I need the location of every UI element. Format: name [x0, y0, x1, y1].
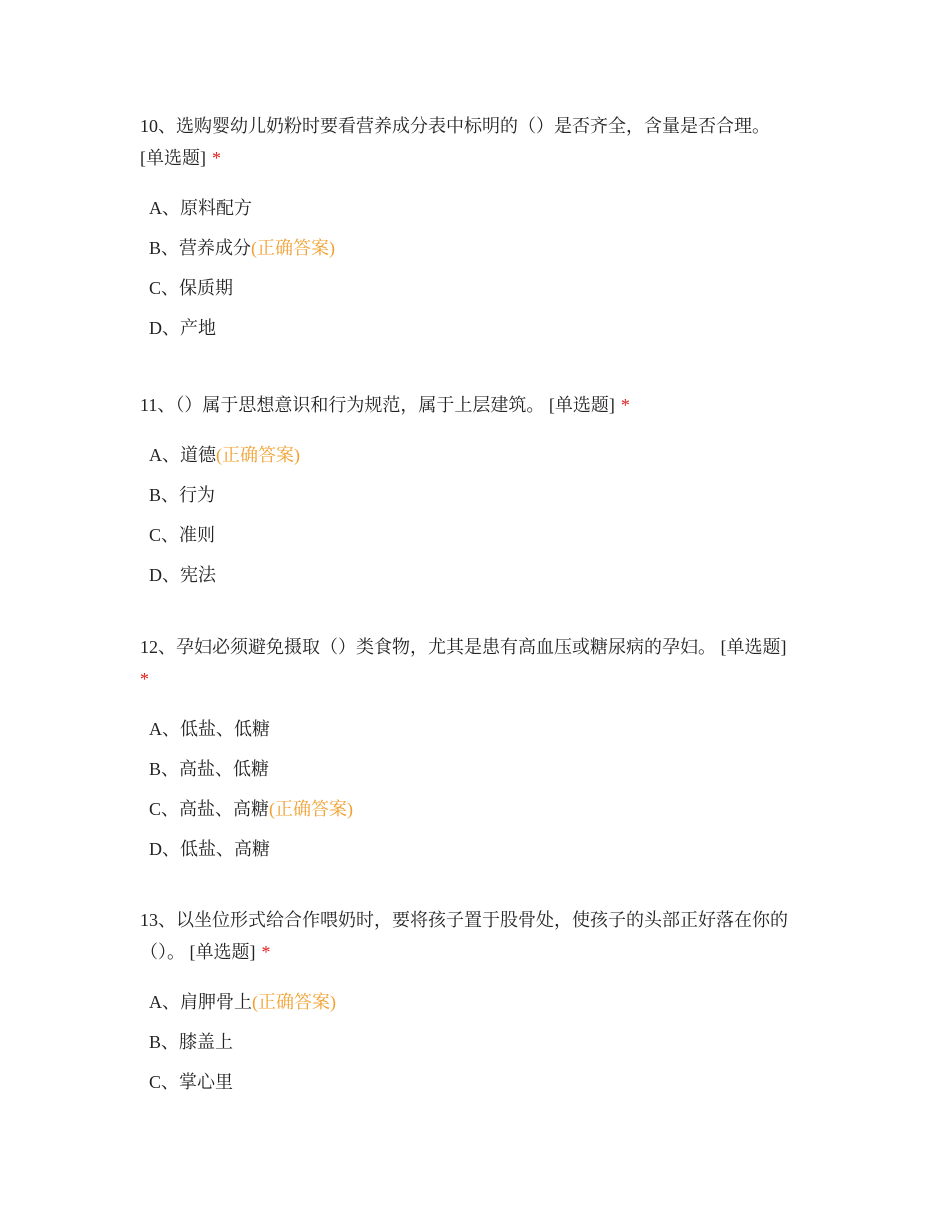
question-type-tag: [单选题] — [548, 395, 615, 415]
option-letter: A、 — [149, 445, 180, 465]
question-stem — [140, 631, 820, 695]
question-11 — [140, 389, 820, 595]
option-letter: B、 — [149, 759, 180, 779]
option-a — [149, 435, 820, 475]
option-text: 低盐、高糖 — [180, 839, 270, 859]
required-mark: * — [261, 942, 271, 962]
option-b — [149, 749, 820, 789]
question-text: 13、以坐位形式给合作喂奶时，要将孩子置于股骨处，使孩子的头部正好落在你的（）。 — [140, 910, 788, 962]
option-text: 产地 — [180, 318, 216, 338]
option-list — [140, 435, 820, 595]
option-list — [140, 188, 820, 348]
correct-answer-mark: (正确答案) — [252, 992, 336, 1012]
question-stem — [140, 389, 820, 421]
option-text: 原料配方 — [180, 198, 252, 218]
option-list — [140, 709, 820, 869]
option-d — [149, 829, 820, 869]
option-text: 低盐、低糖 — [180, 719, 270, 739]
option-letter: C、 — [149, 525, 180, 545]
option-letter: A、 — [149, 992, 180, 1012]
option-letter: B、 — [149, 238, 180, 258]
question-stem — [140, 110, 820, 174]
required-mark: * — [212, 148, 221, 168]
option-letter: B、 — [149, 1032, 180, 1052]
option-letter: C、 — [149, 1072, 180, 1092]
required-mark: * — [140, 669, 149, 689]
option-letter: C、 — [149, 799, 180, 819]
option-text: 掌心里 — [179, 1072, 234, 1092]
correct-answer-mark: (正确答案) — [216, 445, 300, 465]
question-type-tag: [单选题] — [189, 942, 256, 962]
option-d — [149, 308, 820, 348]
option-c — [149, 789, 820, 829]
question-text: 12、孕妇必须避免摄取（）类食物，尤其是患有高血压或糖尿病的孕妇。 — [140, 637, 716, 657]
option-letter: A、 — [149, 198, 180, 218]
option-list — [140, 982, 820, 1102]
option-text: 保质期 — [179, 278, 234, 298]
option-text: 准则 — [179, 525, 216, 545]
question-stem — [140, 904, 820, 968]
question-type-tag: [单选题] — [720, 637, 787, 657]
question-text: 11、（）属于思想意识和行为规范，属于上层建筑。 — [140, 395, 545, 415]
option-text: 道德 — [180, 445, 216, 465]
option-b — [149, 1022, 820, 1062]
option-text: 高盐、高糖 — [179, 799, 270, 819]
option-letter: D、 — [149, 565, 180, 585]
option-letter: A、 — [149, 719, 180, 739]
option-letter: C、 — [149, 278, 180, 298]
option-text: 高盐、低糖 — [179, 759, 270, 779]
question-13 — [140, 904, 820, 1102]
option-b — [149, 228, 820, 268]
required-mark: * — [620, 395, 630, 415]
option-text: 营养成分 — [179, 238, 252, 258]
question-text: 10、选购婴幼儿奶粉时要看营养成分表中标明的（）是否齐全，含量是否合理。 — [140, 116, 770, 136]
option-a — [149, 982, 820, 1022]
option-text: 肩胛骨上 — [180, 992, 252, 1012]
question-type-tag: [单选题] — [140, 148, 206, 168]
option-letter: D、 — [149, 839, 180, 859]
option-text: 膝盖上 — [179, 1032, 234, 1052]
option-d — [149, 555, 820, 595]
question-10 — [140, 110, 820, 348]
option-letter: D、 — [149, 318, 180, 338]
option-c — [149, 1062, 820, 1102]
option-a — [149, 188, 820, 228]
question-12 — [140, 631, 820, 869]
option-text: 行为 — [179, 485, 216, 505]
option-b — [149, 475, 820, 515]
option-c — [149, 268, 820, 308]
correct-answer-mark: (正确答案) — [269, 799, 354, 819]
option-text: 宪法 — [180, 565, 216, 585]
correct-answer-mark: (正确答案) — [251, 238, 336, 258]
option-letter: B、 — [149, 485, 180, 505]
option-a — [149, 709, 820, 749]
option-c — [149, 515, 820, 555]
